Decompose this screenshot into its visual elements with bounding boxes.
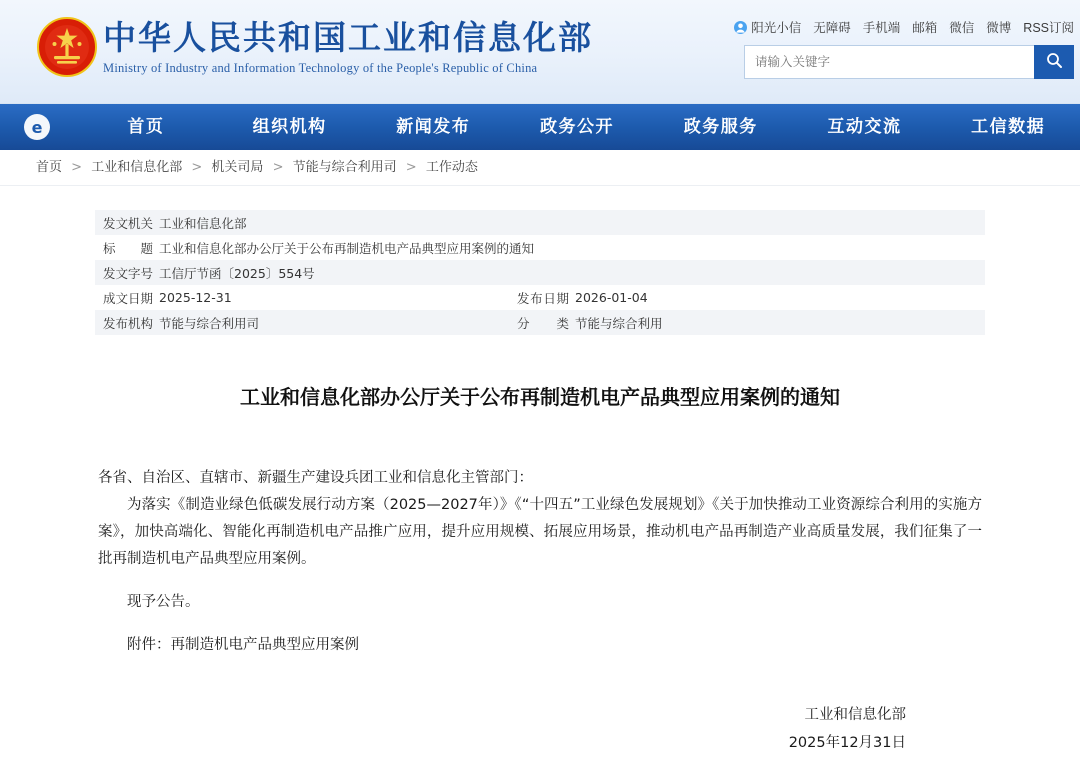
top-link-email[interactable]: 邮箱: [912, 21, 938, 35]
breadcrumb-separator: >: [405, 160, 417, 175]
meta-value-document-number: 工信厅节函〔2025〕554号: [159, 260, 985, 285]
search-button[interactable]: [1034, 45, 1074, 79]
signature-date: 2025年12月31日: [788, 735, 906, 751]
top-link-weibo[interactable]: 微博: [986, 21, 1012, 35]
breadcrumb-item-1[interactable]: 工业和信息化部: [91, 160, 183, 175]
nav-item-interaction[interactable]: 互动交流: [827, 117, 902, 137]
document-attachment-line: 附件：再制造机电产品典型应用案例: [127, 637, 359, 653]
site-title-block: [103, 18, 593, 76]
document-paragraph-1: 为落实《制造业绿色低碳发展行动方案（2025—2027年）》《“十四五”工业绿色发展规划》《关于加快推动工业资源综合利用的实施方案》，加快高端化、智能化再制造机电产品推广应用，提升应用规模、拓展应用场景，推动机电产品再制造产业高质量发展，我们征集了一批再制造机电产品典型应用案例。: [98, 497, 982, 567]
table-row: [95, 285, 985, 310]
nav-item-gov-services[interactable]: 政务服务: [683, 117, 758, 137]
breadcrumb-item-4[interactable]: 工作动态: [425, 160, 478, 175]
nav-item-home[interactable]: 首页: [127, 117, 165, 137]
search-input[interactable]: [744, 45, 1034, 79]
document-body: [98, 465, 982, 659]
search-box: [744, 45, 1074, 79]
meta-label-publishing-org: 发布机构: [95, 310, 159, 335]
site-header: [0, 0, 1080, 104]
breadcrumb-item-3[interactable]: 节能与综合利用司: [292, 160, 397, 175]
breadcrumb-separator: >: [71, 160, 83, 175]
meta-value-publish-date: 2026-01-04: [575, 290, 648, 305]
top-link-rss[interactable]: RSS订阅: [1023, 21, 1074, 35]
meta-label-category: 分 类: [509, 310, 575, 335]
nav-item-news[interactable]: 新闻发布: [396, 117, 471, 137]
breadcrumb-item-2[interactable]: 机关司局: [211, 160, 264, 175]
assistant-icon: [733, 20, 748, 35]
document-container: [0, 186, 1080, 757]
nav-item-data[interactable]: 工信数据: [971, 117, 1046, 137]
meta-value-completion-date: 2025-12-31: [159, 290, 232, 305]
site-title-en: Ministry of Industry and Information Technology of the People's Republic of China: [103, 61, 538, 75]
top-link-accessibility[interactable]: 无障碍: [813, 21, 851, 35]
breadcrumb: [0, 150, 1080, 186]
nav-logo-icon: e: [24, 114, 50, 140]
nav-logo[interactable]: [0, 114, 74, 140]
meta-label-issuing-agency: 发文机关: [95, 210, 159, 235]
china-national-emblem-icon: [36, 16, 98, 78]
breadcrumb-separator: >: [191, 160, 203, 175]
top-link-wechat[interactable]: 微信: [949, 21, 975, 35]
top-link-assistant[interactable]: [733, 18, 801, 36]
table-row: [95, 235, 985, 260]
nav-items: [74, 104, 1080, 150]
top-link-label: 阳光小信: [751, 21, 802, 35]
meta-value-publishing-org: 节能与综合利用司: [159, 310, 509, 335]
meta-value-category: 节能与综合利用: [575, 310, 985, 335]
meta-label-title: 标 题: [103, 240, 154, 256]
breadcrumb-separator: >: [272, 160, 284, 175]
search-icon: [1046, 52, 1063, 72]
main-nav: [0, 104, 1080, 150]
meta-value-issuing-agency: 工业和信息化部: [159, 210, 985, 235]
meta-label-completion-date: 成文日期: [103, 290, 154, 306]
document-paragraph-0: 各省、自治区、直辖市、新疆生产建设兵团工业和信息化主管部门：: [98, 470, 533, 486]
table-row: [95, 210, 985, 235]
meta-label-publish-date: 发布日期: [517, 290, 570, 306]
document-meta-table: [95, 210, 985, 335]
page-title: 工业和信息化部办公厅关于公布再制造机电产品典型应用案例的通知: [240, 385, 840, 409]
meta-value-title: 工业和信息化部办公厅关于公布再制造机电产品典型应用案例的通知: [159, 240, 535, 256]
signature-org: 工业和信息化部: [804, 707, 906, 723]
document-signature: [98, 701, 982, 757]
site-title-cn: 中华人民共和国工业和信息化部: [103, 18, 593, 57]
nav-item-organization[interactable]: 组织机构: [252, 117, 327, 137]
meta-label-document-number: 发文字号: [95, 260, 159, 285]
breadcrumb-item-0[interactable]: 首页: [36, 160, 63, 175]
table-row: [95, 310, 985, 335]
nav-item-gov-disclosure[interactable]: 政务公开: [540, 117, 615, 137]
document-paragraph-2: 现予公告。: [127, 594, 200, 610]
top-links: [733, 18, 1074, 36]
top-link-mobile[interactable]: 手机端: [862, 21, 901, 35]
table-row: [95, 260, 985, 285]
